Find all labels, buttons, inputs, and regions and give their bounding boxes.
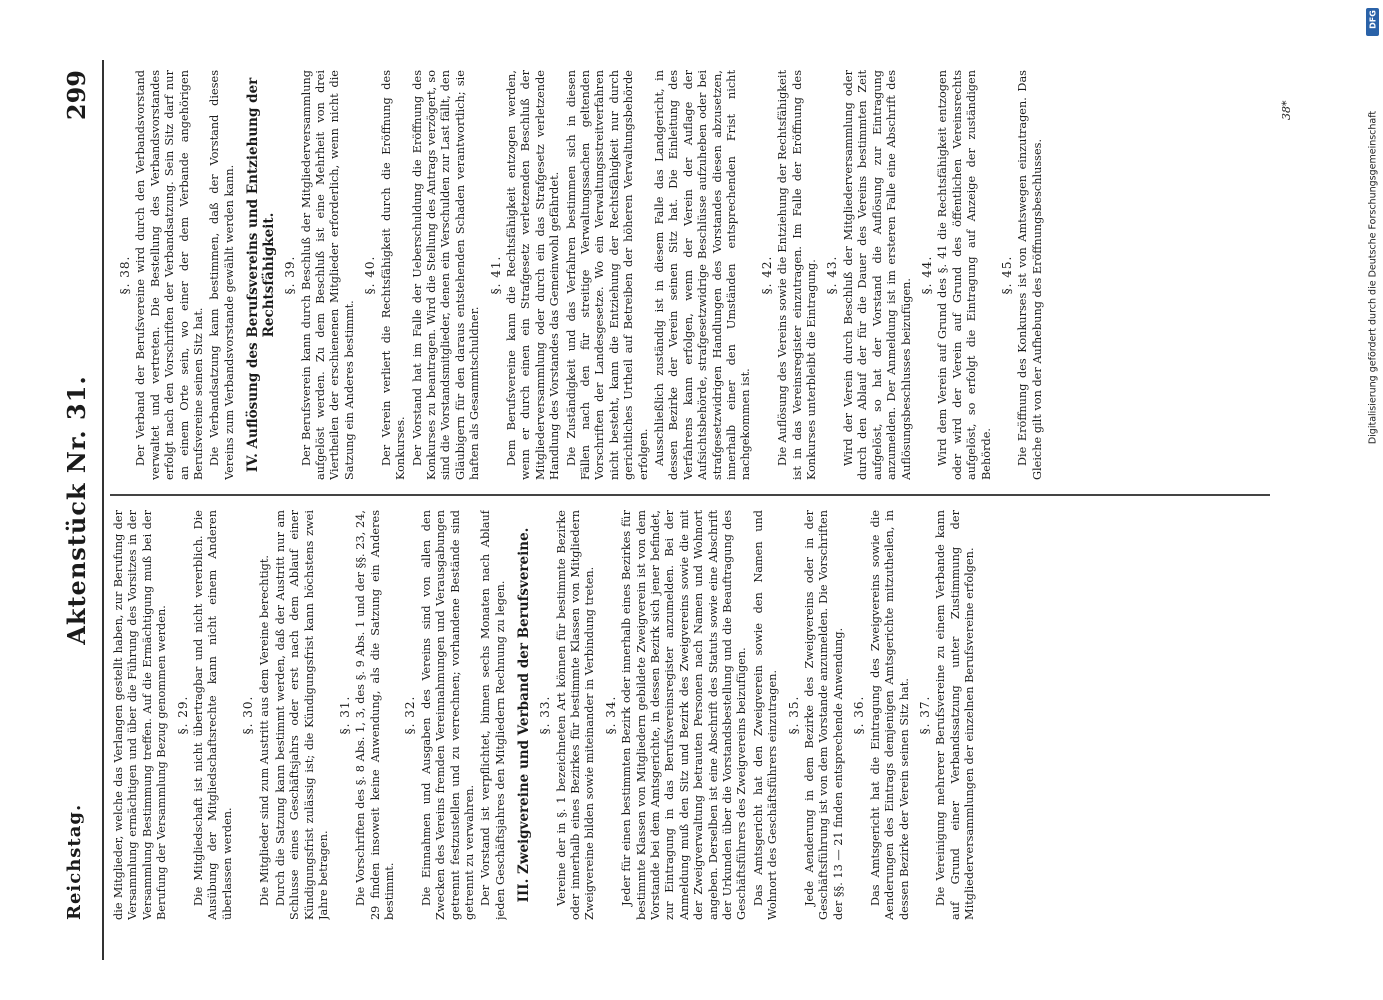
paragraph: Die Zuständigkeit und das Verfahren bestimmen sich in diesen Fällen nach den für streitige Verwaltungssachen geltenden Vorschriften der Landesgesetze. Wo ein Verwaltungsstreitverfahren nicht besteht, kann die Entziehung der Rechtsfähigkeit nur durch gerichtliches Urtheil auf Betreiben der höheren Verwaltungsbehörde erfolgen. xyxy=(564,70,650,480)
paragraph: Der Vorstand hat im Falle der Ueberschuldung die Eröffnung des Konkurses zu beantragen. Wird die Stellung des Antrags verzögert, so sind die Vorstandsmitglieder, denen ein Verschulden zur Last fällt, den Gläubigern für den daraus entstehenden Schaden verantwortlich; sie haften als Gesammtschuldner. xyxy=(410,70,482,480)
paragraph: Vereine der in §. 1 bezeichneten Art können für bestimmte Bezirke oder innerhalb eines Bezirkes für bestimmte Klassen von Mitgliedern Zweigvereine bilden sowie miteinander in Verbindung treten. xyxy=(554,510,597,920)
section-number: §. 42. xyxy=(759,255,774,295)
paragraph: Ausschließlich zuständig ist in diesem Falle das Landgericht, in dessen Bezirke der Verein seinen Sitz hat. Die Einleitung des Verfahrens kann erfolgen, wenn der Verein der Auflage der Aufsichtsbehörde, strafgesetzwidrige Beschlüsse aufzuheben oder bei strafgesetzwidrigen Handlungen des Vorstandes diesen abzusetzen, innerhalb einer den Umständen entsprechenden Frist nicht nachgekommen ist. xyxy=(653,70,753,480)
paragraph: Jeder für einen bestimmten Bezirk oder innerhalb eines Bezirkes für bestimmte Klassen von Mitgliedern gebildete Zweigverein ist von dem Vorstande bei dem Amtsgerichte, in dessen Bezirk sich jener befindet, zur Eintragung in das Berufsvereinsregister anzumelden. Bei der Anmeldung muß den Sitz und Bezirk des Zweigvereins sowie die mit der Zweigverwaltung betrauten Personen nach Namen und Wohnort angeben. Derselben ist eine Abschrift des Statuts sowie eine Abschrift der Urkunden über die Vorstandsbestellung und die Beauftragung des Geschäftsführers des Zweigvereins beizufügen. xyxy=(620,510,749,920)
paragraph: Die Verbandsatzung kann bestimmen, daß der Vorstand dieses Vereins zum Verbandsvorstande gewählt werden kann. xyxy=(208,70,236,480)
paragraph: Die Vorschriften des §. 8 Abs. 1, 3, des §. 9 Abs. 1 und der §§. 23, 24, 29 finden insoweit keine Anwendung, als die Satzung ein Anderes bestimmt. xyxy=(354,510,396,920)
header-left: Reichstag. xyxy=(64,803,85,920)
section-number: §. 30. xyxy=(241,695,256,735)
section-number: §. 35. xyxy=(786,695,801,735)
section-number: §. 41. xyxy=(488,255,503,295)
paragraph: Die Einnahmen und Ausgaben des Vereins sind von allen den Zwecken des Vereins fremden Vereinnahmungen und Verausgabungen getrennt festzustellen und zu verrechnen; vorhandene Bestände sind getrennt zu verwahren. xyxy=(419,510,476,920)
dfg-logo xyxy=(1366,8,1379,36)
section-number: §. 39. xyxy=(283,255,298,295)
header-center: Aktenstück Nr. 31. xyxy=(62,375,91,645)
paragraph: Der Verein verliert die Rechtsfähigkeit durch die Eröffnung des Konkurses. xyxy=(379,70,408,480)
paragraph: Die Auflösung des Vereins sowie die Entziehung der Rechtsfähigkeit ist in das Vereinsregister einzutragen. Im Falle der Eröffnung des Konkurses unterbleibt die Eintragung. xyxy=(776,70,819,480)
signature-mark: 38* xyxy=(1280,100,1293,120)
paragraph: Die Eröffnung des Konkurses ist von Amtswegen einzutragen. Das Gleiche gilt von der Aufhebung des Eröffnungsbeschlusses. xyxy=(1016,70,1044,480)
paragraph: Das Amtsgericht hat den Zweigverein sowie den Namen und Wohnort des Geschäftsführers einzutragen. xyxy=(751,510,780,920)
section-number: §. 33. xyxy=(538,695,553,735)
paragraph: Wird der Verein durch Beschluß der Mitgliederversammlung oder durch den Ablauf der für die Dauer des Vereins bestimmten Zeit aufgelöst, so hat der Vorstand die Auflösung zur Eintragung anzumelden. Der Anmeldung ist im ersteren Falle eine Abschrift des Auflösungsbeschlusses beizufügen. xyxy=(841,70,913,480)
paragraph: die Mitglieder, welche das Verlangen gestellt haben, zur Berufung der Versammlung ermächtigen und über die Führung des Vorsitzes in der Versammlung Bestimmung treffen. Auf die Ermächtigung muß bei der Berufung der Versammlung Bezug genommen werden. xyxy=(112,510,169,920)
dfg-logo-text: DFG xyxy=(1368,10,1378,29)
section-number: §. 38. xyxy=(118,255,132,295)
digitization-credit: Digitalisierung gefördert durch die Deutsche Forschungsgemeinschaft xyxy=(1367,110,1379,445)
paragraph: Durch die Satzung kann bestimmt werden, daß der Austritt nur am Schlusse eines Geschäftsjahrs oder erst nach dem Ablauf einer Kündigungsfrist zulässig ist; die Kündigungsfrist kann höchstens zwei Jahre betragen. xyxy=(274,510,331,920)
paragraph: Die Vereinigung mehrerer Berufsvereine zu einem Verbande kann auf Grund einer Verbandssatzung unter Zustimmung der Mitgliederversammlungen der einzelnen Berufsvereine erfolgen. xyxy=(934,510,977,920)
chapter-heading: IV. Auflösung des Berufsvereins und Entziehung der Rechtsfähigkeit. xyxy=(245,77,278,473)
section-number: §. 40. xyxy=(363,255,378,295)
page-number: 299 xyxy=(62,70,91,121)
chapter-heading: III. Zweigvereine und Verband der Berufsvereine. xyxy=(516,527,533,903)
section-number: §. 29. xyxy=(175,695,190,735)
section-number: §. 31. xyxy=(337,695,352,735)
left-column xyxy=(112,510,1272,920)
digitization-strip xyxy=(1365,0,1381,1000)
section-number: §. 34. xyxy=(603,695,618,735)
section-number: §. 32. xyxy=(403,695,418,735)
paragraph: Die Mitglieder sind zum Austritt aus dem Vereine berechtigt. xyxy=(257,554,271,906)
paragraph: Jede Aenderung in dem Bezirke des Zweigvereins oder in der Geschäftsführung ist von dem Vorstande anzumelden. Die Vorschriften der §§. 13 — 21 finden entsprechende Anwendung. xyxy=(803,510,845,920)
column-divider xyxy=(110,495,1270,497)
paragraph: Dem Berufsvereine kann die Rechtsfähigkeit entzogen werden, wenn er durch einen ein Strafgesetz verletzenden Beschluß der Mitgliederversammlung oder durch ein das Strafgesetz verletzende Handlung des Vorstandes das Gemeinwohl gefährdet. xyxy=(504,70,562,480)
section-number: §. 36. xyxy=(852,695,867,735)
section-number: §. 37. xyxy=(917,695,932,735)
paragraph: Wird dem Verein auf Grund des §. 41 die Rechtsfähigkeit entzogen oder wird der Verein auf Grund des öffentlichen Vereinsrechts aufgelöst, so erfolgt die Eintragung auf Anzeige der zuständigen Behörde. xyxy=(936,70,993,480)
paragraph: Das Amtsgericht hat die Eintragung des Zweigvereins sowie die Aenderungen des Eintrags demjenigen Amtsgerichte mitzutheilen, in dessen Bezirke der Verein seinen Sitz hat. xyxy=(868,510,911,920)
paragraph: Der Verband der Berufsvereine wird durch den Verbandsvorstand verwaltet und vertreten. Die Bestellung des Verbandsvorstandes erfolgt nach den Vorschriften der Verbandsatzung. Sein Sitz darf nur an einem Orte sein, wo einer der dem Verbande angehörigen Berufsvereine seinen Sitz hat. xyxy=(134,70,206,480)
paragraph: Der Berufsverein kann durch Beschluß der Mitgliederversammlung aufgelöst werden. Zu dem Beschluß ist eine Mehrheit von drei Viertheilen der erschienenen Mitglieder erforderlich, wenn nicht die Satzung ein Anderes bestimmt. xyxy=(299,70,356,480)
paragraph: Der Vorstand ist verpflichtet, binnen sechs Monaten nach Ablauf jeden Geschäftsjahres den Mitgliedern Rechnung zu legen. xyxy=(479,510,507,920)
page-header xyxy=(62,60,102,960)
section-number: §. 43. xyxy=(825,255,840,295)
paragraph: Die Mitgliedschaft ist nicht übertragbar und nicht vererblich. Die Ausübung der Mitgliedschaftsrechte kann nicht einem Anderen überlassen werden. xyxy=(192,510,234,920)
header-rule xyxy=(102,60,104,960)
section-number: §. 44. xyxy=(919,255,934,295)
right-column xyxy=(112,70,1272,480)
section-number: §. 45. xyxy=(999,255,1014,295)
